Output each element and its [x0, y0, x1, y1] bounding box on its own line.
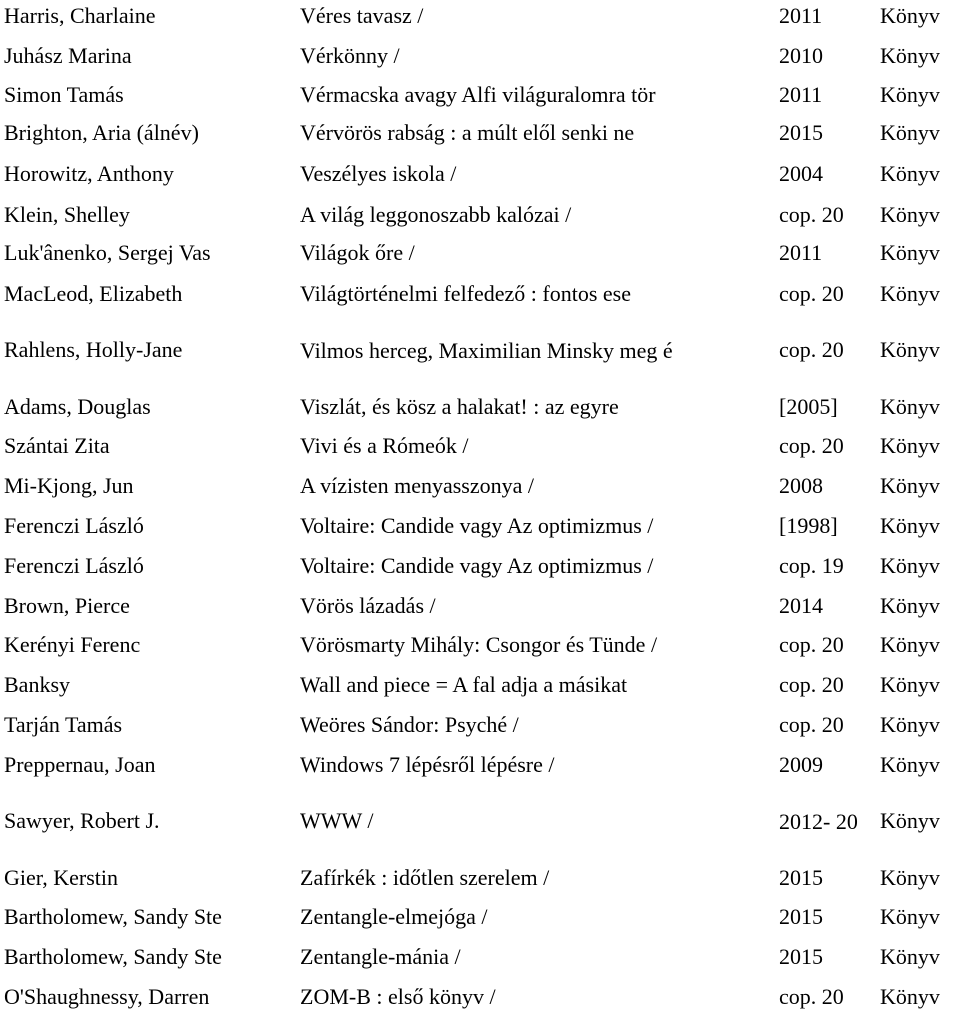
type-cell: Könyv — [880, 865, 940, 890]
title-cell: Zafírkék : időtlen szerelem / — [300, 865, 550, 890]
title-cell: Windows 7 lépésről lépésre / — [300, 752, 555, 777]
author-cell: Tarján Tamás — [4, 712, 123, 737]
year-cell: 2010 — [779, 43, 823, 68]
year-cell: 2015 — [779, 120, 823, 145]
table-row — [0, 160, 960, 188]
year-cell: 2015 — [779, 865, 823, 890]
year-cell: [2005] — [779, 394, 838, 419]
type-cell: Könyv — [880, 43, 940, 68]
title-cell: Vörös lázadás / — [300, 593, 436, 618]
table-row — [0, 512, 960, 540]
type-cell: Könyv — [880, 82, 940, 107]
title-cell: Világtörténelmi felfedező : fontos ese — [300, 281, 631, 306]
year-cell: 2004 — [779, 161, 823, 186]
table-row — [0, 201, 960, 229]
author-cell: Horowitz, Anthony — [4, 161, 174, 186]
author-cell: O'Shaughnessy, Darren — [4, 984, 210, 1009]
year-cell: [1998] — [779, 513, 838, 538]
title-cell: Vivi és a Rómeók / — [300, 433, 469, 458]
title-cell: Voltaire: Candide vagy Az optimizmus / — [300, 513, 654, 538]
table-row — [0, 671, 960, 699]
table-row — [0, 432, 960, 460]
table-row — [0, 472, 960, 500]
author-cell: Ferenczi László — [4, 553, 144, 578]
title-cell: ZOM-B : első könyv / — [300, 984, 496, 1009]
author-cell: Kerényi Ferenc — [4, 632, 141, 657]
year-cell: cop. 20 — [779, 433, 844, 458]
author-cell: Bartholomew, Sandy Ste — [4, 944, 222, 969]
title-cell: Wall and piece = A fal adja a másikat — [300, 672, 628, 697]
table-row — [0, 983, 960, 1011]
year-cell: 2015 — [779, 944, 823, 969]
type-cell: Könyv — [880, 394, 940, 419]
year-cell: cop. 20 — [779, 984, 844, 1009]
title-cell: Zentangle-mánia / — [300, 944, 461, 969]
table-row — [0, 393, 960, 421]
author-cell: Brown, Pierce — [4, 593, 130, 618]
type-cell: Könyv — [880, 944, 940, 969]
type-cell: Könyv — [880, 513, 940, 538]
year-cell: 2011 — [779, 82, 823, 107]
type-cell: Könyv — [880, 553, 940, 578]
author-cell: Luk'ânenko, Sergej Vas — [4, 240, 211, 265]
table-row — [0, 280, 960, 308]
author-cell: Rahlens, Holly-Jane — [4, 337, 183, 362]
type-cell: Könyv — [880, 281, 940, 306]
table-row — [0, 631, 960, 659]
table-row — [0, 81, 960, 109]
table-row — [0, 42, 960, 70]
title-cell: Világok őre / — [300, 240, 415, 265]
table-row — [0, 751, 960, 779]
table-row — [0, 2, 960, 30]
type-cell: Könyv — [880, 161, 940, 186]
year-cell: 2015 — [779, 904, 823, 929]
table-row — [0, 239, 960, 267]
table-row — [0, 943, 960, 971]
author-cell: Adams, Douglas — [4, 394, 151, 419]
type-cell: Könyv — [880, 904, 940, 929]
title-cell: WWW / — [300, 808, 374, 833]
year-cell: cop. 20 — [779, 672, 844, 697]
type-cell: Könyv — [880, 473, 940, 498]
table-row — [0, 789, 960, 853]
title-cell: Voltaire: Candide vagy Az optimizmus / — [300, 553, 654, 578]
year-cell: cop. 19 — [779, 553, 844, 578]
author-cell: Ferenczi László — [4, 513, 144, 538]
author-cell: Juhász Marina — [4, 43, 132, 68]
type-cell: Könyv — [880, 808, 940, 833]
year-cell: 2009 — [779, 752, 823, 777]
year-cell: 2008 — [779, 473, 823, 498]
year-cell: 2011 — [779, 240, 823, 265]
author-cell: Mi-Kjong, Jun — [4, 473, 134, 498]
title-cell: Veszélyes iskola / — [300, 161, 457, 186]
title-cell: Véres tavasz / — [300, 3, 424, 28]
title-cell: Vérmacska avagy Alfi világuralomra tör — [300, 82, 656, 107]
type-cell: Könyv — [880, 3, 940, 28]
title-cell: Vilmos herceg, Maximilian Minsky meg é — [300, 337, 673, 363]
title-cell: A világ leggonoszabb kalózai / — [300, 202, 572, 227]
type-cell: Könyv — [880, 984, 940, 1009]
type-cell: Könyv — [880, 632, 940, 657]
author-cell: Brighton, Aria (álnév) — [4, 120, 199, 145]
title-cell: Viszlát, és kösz a halakat! : az egyre — [300, 394, 619, 419]
type-cell: Könyv — [880, 337, 940, 362]
table-row — [0, 864, 960, 892]
title-cell: Vörösmarty Mihály: Csongor és Tünde / — [300, 632, 658, 657]
title-cell: Vérkönny / — [300, 43, 400, 68]
author-cell: Simon Tamás — [4, 82, 124, 107]
title-cell: A vízisten menyasszonya / — [300, 473, 535, 498]
type-cell: Könyv — [880, 240, 940, 265]
author-cell: Sawyer, Robert J. — [4, 808, 160, 833]
author-cell: Bartholomew, Sandy Ste — [4, 904, 222, 929]
table-row — [0, 552, 960, 580]
year-cell: 2012- 20 — [779, 808, 858, 834]
title-cell: Weöres Sándor: Psyché / — [300, 712, 519, 737]
title-cell: Zentangle-elmejóga / — [300, 904, 488, 929]
table-row — [0, 903, 960, 931]
author-cell: Szántai Zita — [4, 433, 110, 458]
author-cell: Klein, Shelley — [4, 202, 130, 227]
year-cell: 2014 — [779, 593, 823, 618]
type-cell: Könyv — [880, 752, 940, 777]
table-row — [0, 711, 960, 739]
author-cell: Harris, Charlaine — [4, 3, 156, 28]
author-cell: Preppernau, Joan — [4, 752, 156, 777]
type-cell: Könyv — [880, 202, 940, 227]
year-cell: cop. 20 — [779, 281, 844, 306]
author-cell: Banksy — [4, 672, 70, 697]
type-cell: Könyv — [880, 712, 940, 737]
year-cell: cop. 20 — [779, 712, 844, 737]
year-cell: cop. 20 — [779, 202, 844, 227]
title-cell: Vérvörös rabság : a múlt elől senki ne — [300, 120, 635, 145]
year-cell: 2011 — [779, 3, 823, 28]
author-cell: Gier, Kerstin — [4, 865, 118, 890]
year-cell: cop. 20 — [779, 632, 844, 657]
table-row — [0, 592, 960, 620]
type-cell: Könyv — [880, 593, 940, 618]
type-cell: Könyv — [880, 672, 940, 697]
table-row — [0, 119, 960, 147]
type-cell: Könyv — [880, 433, 940, 458]
author-cell: MacLeod, Elizabeth — [4, 281, 183, 306]
year-cell: cop. 20 — [779, 337, 844, 362]
table-row — [0, 318, 960, 382]
type-cell: Könyv — [880, 120, 940, 145]
